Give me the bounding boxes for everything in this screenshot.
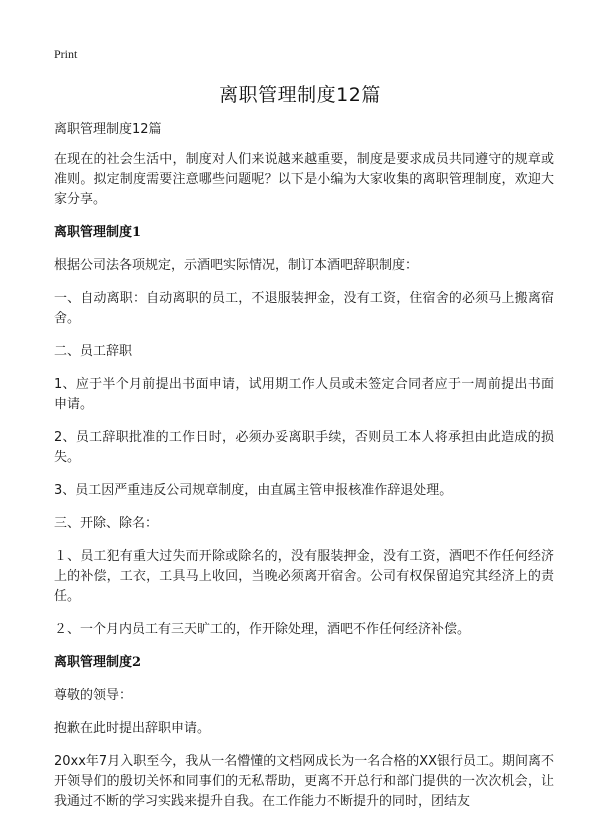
paragraph: 3、员工因严重违反公司规章制度，由直属主管申报核准作辞退处理。	[54, 483, 453, 498]
paragraph: 抱歉在此时提出辞职申请。	[54, 721, 211, 736]
document-title: 离职管理制度12篇	[219, 84, 381, 106]
print-label: Print	[54, 47, 78, 61]
section-2-heading: 离职管理制度2	[54, 655, 142, 670]
paragraph: 一、自动离职：自动离职的员工，不退服装押金，没有工资，住宿舍的必须马上搬离宿舍。	[54, 291, 554, 326]
paragraph: 三、开除、除名：	[54, 516, 159, 531]
paragraph: 根据公司法各项规定，示酒吧实际情况，制订本酒吧辞职制度：	[54, 258, 419, 273]
paragraph: １、员工犯有重大过失而开除或除名的，没有服装押金，没有工资，酒吧不作任何经济上的补偿，工衣，工具马上收回，当晚必须离开宿舍。公司有权保留追究其经济上的责任。	[54, 549, 554, 604]
section-1-heading: 离职管理制度1	[54, 225, 142, 240]
intro-paragraph: 在现在的社会生活中，制度对人们来说越来越重要，制度是要求成员共同遵守的规章或准则。拟定制度需要注意哪些问题呢？以下是小编为大家收集的离职管理制度，欢迎大家分享。	[54, 152, 554, 207]
paragraph: 二、员工辞职	[54, 344, 133, 359]
subtitle: 离职管理制度12篇	[54, 122, 162, 137]
paragraph: ２、一个月内员工有三天旷工的，作开除处理，酒吧不作任何经济补偿。	[54, 622, 471, 637]
document-body	[54, 120, 554, 825]
paragraph: 20xx年7月入职至今，我从一名懵懂的文档网成长为一名合格的XX银行员工。期间离不开领导们的殷切关怀和同事们的无私帮助，更离不开总行和部门提供的一次次机会，让我通过不断的学习实践来提升自我。在工作能力不断提升的同时，团结友	[54, 754, 555, 809]
paragraph: 1、应于半个月前提出书面申请，试用期工作人员或未签定合同者应于一周前提出书面申请。	[54, 377, 554, 412]
paragraph: 尊敬的领导：	[54, 688, 133, 703]
paragraph: 2、员工辞职批准的工作日时，必须办妥离职手续，否则员工本人将承担由此造成的损失。	[54, 430, 554, 465]
